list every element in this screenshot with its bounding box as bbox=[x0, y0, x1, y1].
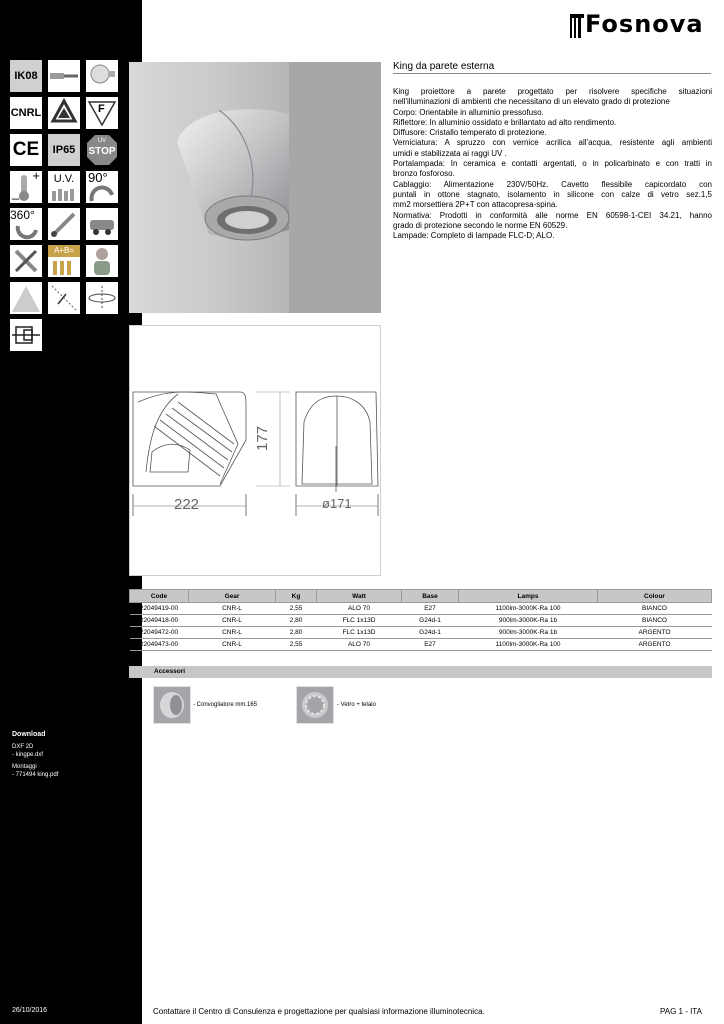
cell-kg: 2,55 bbox=[276, 639, 317, 651]
cell-colour: ARGENTO bbox=[598, 639, 712, 651]
tilt-adjust-icon bbox=[48, 282, 80, 314]
light-beam-icon bbox=[10, 282, 42, 314]
cnr-rating-icon: CNRL bbox=[10, 97, 42, 129]
cell-code: 22049418-00 bbox=[130, 615, 189, 627]
description-line: mm2 morsettiera 2P+T con attacopresa-spina. bbox=[393, 200, 558, 210]
screwdriver-icon bbox=[48, 60, 80, 92]
cell-gear: CNR-L bbox=[189, 615, 276, 627]
cell-lamps: 900lm-3000K-Ra 1b bbox=[459, 615, 598, 627]
dxf-download-link[interactable]: - kingpe.dxf bbox=[12, 752, 44, 758]
description-line: grado di protezione secondo le norme EN 60529. bbox=[393, 220, 568, 230]
brand-logo: Fosnova bbox=[568, 10, 696, 40]
accessories-header-bar bbox=[129, 666, 712, 678]
cell-lamps: 900lm-3000K-Ra 1b bbox=[459, 627, 598, 639]
cell-kg: 2,55 bbox=[276, 603, 317, 615]
cell-watt: FLC 1x13D bbox=[317, 627, 402, 639]
description-line: nell'illuminazioni di ambienti che necessitano di un elevato grado di protezione bbox=[393, 97, 670, 107]
column-header-watt: Watt bbox=[317, 590, 402, 603]
cell-watt: FLC 1x13D bbox=[317, 615, 402, 627]
cell-colour: ARGENTO bbox=[598, 627, 712, 639]
cell-base: G24d-1 bbox=[402, 627, 459, 639]
column-header-gear: Gear bbox=[189, 590, 276, 603]
column-header-kg: Kg bbox=[276, 590, 317, 603]
montaggi-section-title: Montaggi bbox=[12, 764, 37, 770]
description-line: Riflettore: In alluminio ossidato e brillantato ad alto rendimento. bbox=[393, 117, 617, 127]
f-mark-icon: F bbox=[86, 97, 118, 129]
vehicle-icon bbox=[86, 208, 118, 240]
cell-base: G24d-1 bbox=[402, 615, 459, 627]
uv-resistant-icon: U.V. bbox=[48, 171, 80, 203]
cell-base: E27 bbox=[402, 603, 459, 615]
spec-table bbox=[129, 589, 712, 651]
accessory-label: - Convogliatore mm.165 bbox=[193, 702, 258, 708]
montaggi-download-link[interactable]: - 771494 king.pdf bbox=[12, 772, 59, 778]
title-divider bbox=[393, 73, 711, 74]
description-line: bronzo fosforoso. bbox=[393, 169, 455, 179]
height-dimension-label: 177 bbox=[254, 425, 272, 452]
cell-gear: CNR-L bbox=[189, 603, 276, 615]
rotation-360-icon: 360° bbox=[10, 208, 42, 240]
product-photo bbox=[129, 62, 381, 313]
uv-stop-icon: UV STOP bbox=[86, 134, 118, 166]
description-line: King proiettore a parete progettato per risolvere specifiche situazioni bbox=[393, 87, 712, 96]
description-line: Diffusore: Cristallo temperato di protezione. bbox=[393, 128, 547, 138]
diameter-dimension-label: ø171 bbox=[322, 496, 352, 511]
cell-kg: 2,80 bbox=[276, 627, 317, 639]
column-header-code: Code bbox=[130, 590, 189, 603]
wall-mount-icon bbox=[10, 319, 42, 351]
operator-icon bbox=[86, 245, 118, 277]
description-line: Portalampada: In ceramica e contatti argentati, o in policarbinato e con tratti in bbox=[393, 159, 712, 169]
accessories-title: Accessori bbox=[154, 668, 186, 675]
ik08-rating-icon: IK08 bbox=[10, 60, 42, 92]
technical-drawing bbox=[129, 325, 381, 576]
table-header-row bbox=[130, 590, 712, 603]
cell-code: 22049419-00 bbox=[130, 603, 189, 615]
table-row bbox=[130, 615, 712, 627]
cell-gear: CNR-L bbox=[189, 627, 276, 639]
cell-watt: ALO 70 bbox=[317, 603, 402, 615]
product-description bbox=[393, 87, 712, 241]
easy-install-icon: A+B= bbox=[48, 245, 80, 277]
cell-code: 22049472-00 bbox=[130, 627, 189, 639]
description-line: puntali in ottone stagnato, isolamento in silicone con calze di vetro sez.1,5 bbox=[393, 189, 712, 199]
description-line: Corpo: Orientabile in alluminio pressofuso. bbox=[393, 107, 544, 117]
cell-kg: 2,80 bbox=[276, 615, 317, 627]
temperature-icon: + _ bbox=[10, 171, 42, 203]
column-header-base: Base bbox=[402, 590, 459, 603]
cell-colour: BIANCO bbox=[598, 615, 712, 627]
tools-icon bbox=[10, 245, 42, 277]
table-row bbox=[130, 639, 712, 651]
cell-lamps: 1100lm-3000K-Ra 100 bbox=[459, 603, 598, 615]
glass-frame-icon bbox=[296, 686, 334, 724]
bulb-icon bbox=[86, 60, 118, 92]
table-row bbox=[130, 603, 712, 615]
dxf-section-title: DXF 2D bbox=[12, 744, 34, 750]
description-line: Normativa: Prodotti in conformità alle norme EN 60598-1-CEI 34.21, hanno bbox=[393, 210, 712, 220]
description-line: Lampade: Completo di lampade FLC-D; ALO. bbox=[393, 231, 555, 241]
cell-watt: ALO 70 bbox=[317, 639, 402, 651]
column-header-lamps: Lamps bbox=[459, 590, 598, 603]
ring-accessory-icon bbox=[153, 686, 191, 724]
description-line: Verniciatura: A spruzzo con vernice acrilica all'acqua, resistente agli ambienti bbox=[393, 138, 712, 148]
rotation-90-icon: 90° bbox=[86, 171, 118, 203]
ip65-rating-icon: IP65 bbox=[48, 134, 80, 166]
description-line: umidi e stabilizzata ai raggi UV . bbox=[393, 148, 507, 158]
column-header-colour: Colour bbox=[598, 590, 712, 603]
sidebar bbox=[0, 0, 142, 1024]
table-row bbox=[130, 627, 712, 639]
document-date: 26/10/2016 bbox=[12, 1007, 48, 1014]
footer-note: Contattare il Centro di Consulenza e progettazione per qualsiasi informazione illuminotecnica. bbox=[153, 1007, 485, 1016]
orbit-rotation-icon bbox=[86, 282, 118, 314]
recycle-icon bbox=[48, 97, 80, 129]
ce-mark-icon: CE bbox=[10, 134, 42, 166]
product-title: King da parete esterna bbox=[393, 61, 495, 72]
cell-code: 22049473-00 bbox=[130, 639, 189, 651]
cell-lamps: 1100lm-3000K-Ra 100 bbox=[459, 639, 598, 651]
description-line: Cablaggio: Alimentazione 230V/50Hz. Cavetto flessibile capicordato con bbox=[393, 179, 712, 189]
width-dimension-label: 222 bbox=[174, 496, 200, 513]
cell-base: E27 bbox=[402, 639, 459, 651]
cell-gear: CNR-L bbox=[189, 639, 276, 651]
page-number: PAG 1 - ITA bbox=[660, 1007, 702, 1016]
cell-colour: BIANCO bbox=[598, 603, 712, 615]
paint-brush-icon bbox=[48, 208, 80, 240]
accessory-label: - Vetro + telaio bbox=[337, 702, 376, 708]
download-title: Download bbox=[12, 731, 46, 738]
